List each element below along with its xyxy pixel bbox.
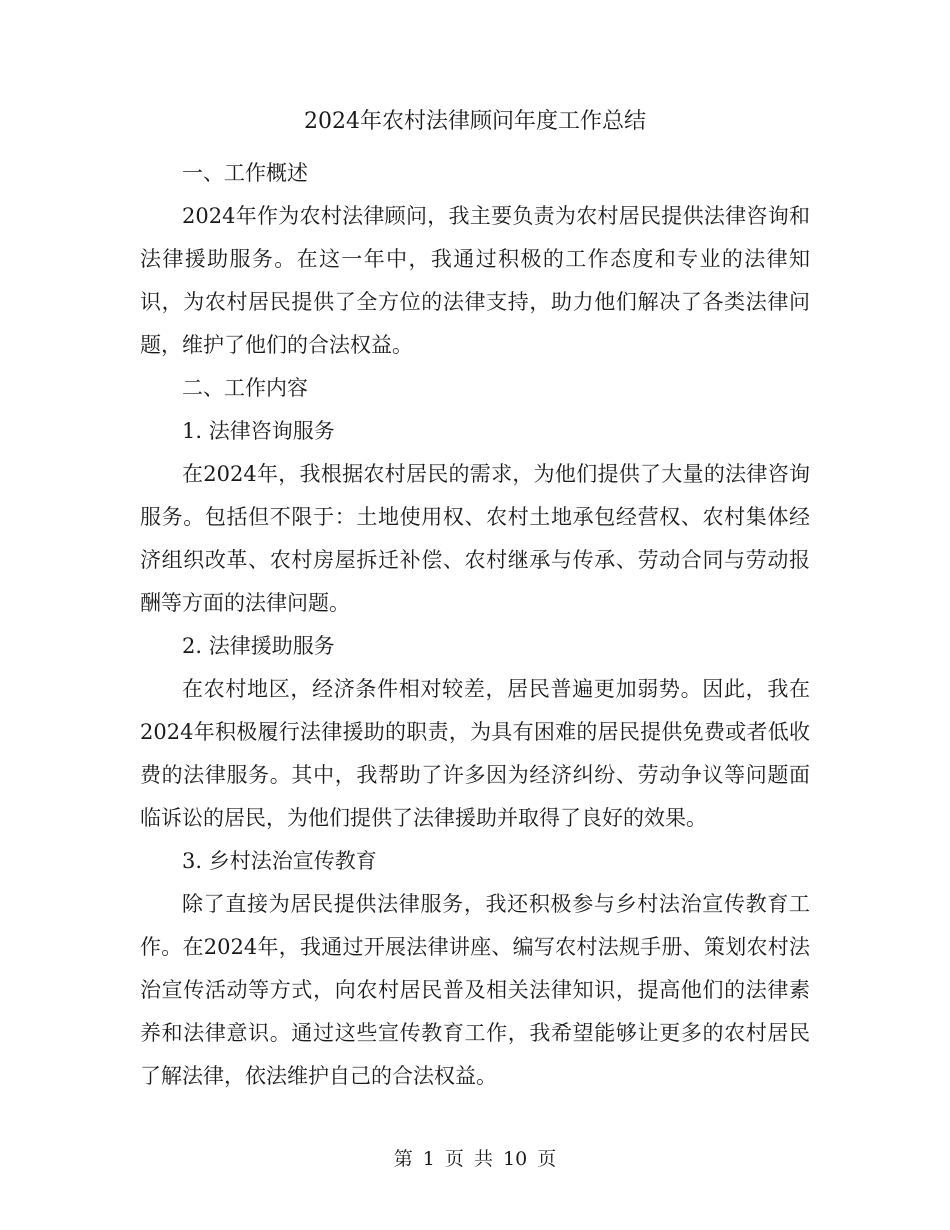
page-number: 第 1 页 共 10 页: [393, 1148, 557, 1170]
paragraph-legal-consulting: 在2024年，我根据农村居民的需求，为他们提供了大量的法律咨询服务。包括但不限于：土地使用权、农村土地承包经营权、农村集体经济组织改革、农村房屋拆迁补偿、农村继承与传承、劳动合同与劳动报酬等方面的法律问题。: [140, 462, 810, 615]
document-body: [140, 152, 810, 1098]
document-title: 2024年农村法律顾问年度工作总结: [304, 109, 646, 134]
subheading-legal-consulting: 1. 法律咨询服务: [182, 419, 335, 443]
paragraph-legal-education: 除了直接为居民提供法律服务，我还积极参与乡村法治宣传教育工作。在2024年，我通过开展法律讲座、编写农村法规手册、策划农村法治宣传活动等方式，向农村居民普及相关法律知识，提高他们的法律素养和法律意识。通过这些宣传教育工作，我希望能够让更多的农村居民了解法律，依法维护自己的合法权益。: [140, 892, 810, 1088]
subheading-legal-education: 3. 乡村法治宣传教育: [182, 849, 377, 873]
section-heading-overview: 一、工作概述: [182, 161, 308, 185]
paragraph-legal-aid: 在农村地区，经济条件相对较差，居民普遍更加弱势。因此，我在2024年积极履行法律援助的职责，为具有困难的居民提供免费或者低收费的法律服务。其中，我帮助了许多因为经济纠纷、劳动争议等问题面临诉讼的居民，为他们提供了法律援助并取得了良好的效果。: [140, 677, 810, 830]
paragraph-overview: 2024年作为农村法律顾问，我主要负责为农村居民提供法律咨询和法律援助服务。在这一年中，我通过积极的工作态度和专业的法律知识，为农村居民提供了全方位的法律支持，助力他们解决了各类法律问题，维护了他们的合法权益。: [140, 204, 810, 357]
subheading-legal-aid: 2. 法律援助服务: [182, 634, 335, 658]
section-heading-content: 二、工作内容: [182, 376, 308, 400]
